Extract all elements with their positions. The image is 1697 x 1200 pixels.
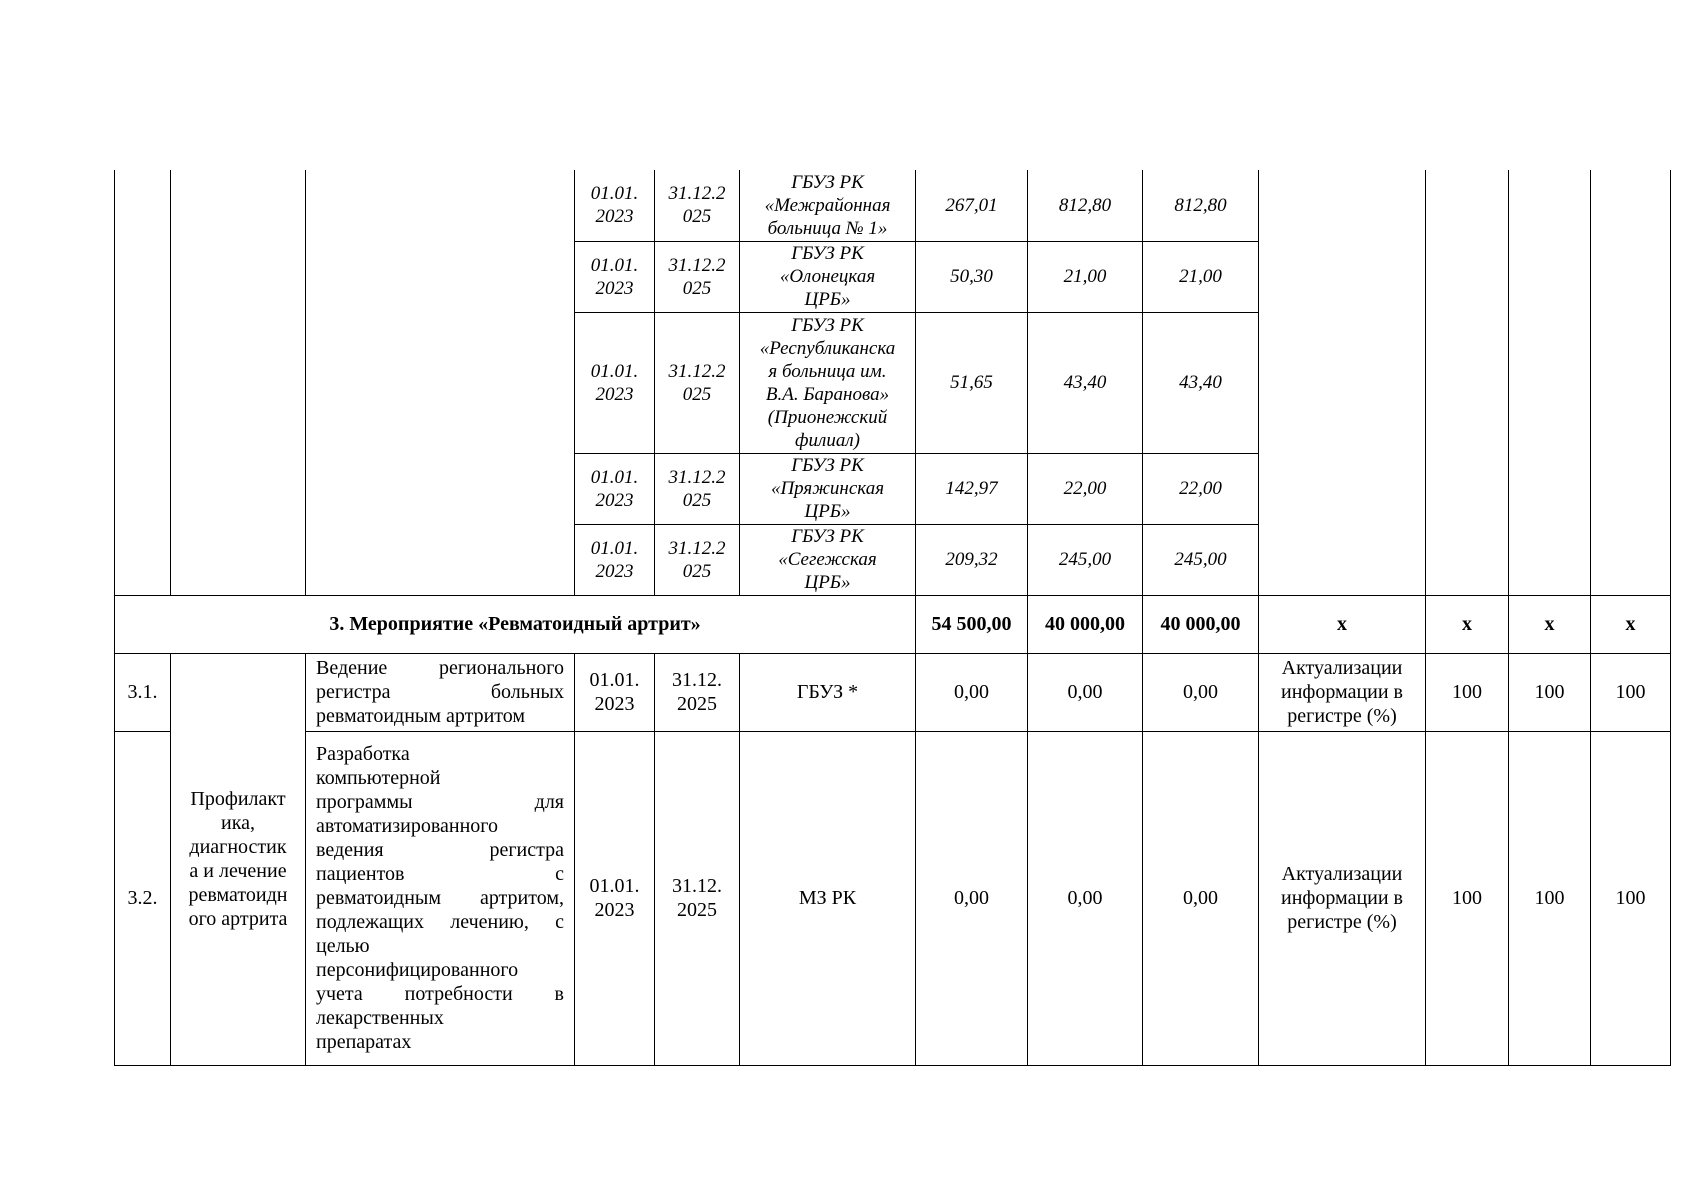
start-date: 01.01. 2023 <box>575 170 655 241</box>
organization: ГБУЗ РК «Сегежская ЦРБ» <box>740 524 916 595</box>
amount-2023: 209,32 <box>916 524 1028 595</box>
indicator: Актуализации информации в регистре (%) <box>1259 731 1426 1065</box>
start-date: 01.01. 2023 <box>575 312 655 453</box>
amount-2025: 245,00 <box>1143 524 1259 595</box>
amount-2025: 43,40 <box>1143 312 1259 453</box>
indicator-2023: 100 <box>1426 731 1509 1065</box>
end-date: 31.12. 2025 <box>655 653 740 731</box>
item-number: 3.1. <box>115 653 171 731</box>
program-table <box>114 170 1671 1066</box>
start-date: 01.01. 2023 <box>575 524 655 595</box>
organization: ГБУЗ РК «Межрайонная больница № 1» <box>740 170 916 241</box>
amount-2024: 812,80 <box>1028 170 1143 241</box>
section-amount-2025: 40 000,00 <box>1143 595 1259 653</box>
item-description: Ведение регионального регистра больных ревматоидным артритом <box>306 653 575 731</box>
amount-2025: 21,00 <box>1143 241 1259 312</box>
empty-cell <box>1259 170 1426 595</box>
amount-2024: 22,00 <box>1028 453 1143 524</box>
table-row <box>115 170 1671 241</box>
amount-2023: 50,30 <box>916 241 1028 312</box>
section-x-mark: x <box>1259 595 1426 653</box>
end-date: 31.12.2 025 <box>655 170 740 241</box>
end-date: 31.12.2 025 <box>655 453 740 524</box>
indicator-2025: 100 <box>1591 731 1671 1065</box>
end-date: 31.12.2 025 <box>655 241 740 312</box>
organization: ГБУЗ РК «Олонецкая ЦРБ» <box>740 241 916 312</box>
item-number: 3.2. <box>115 731 171 1065</box>
amount-2023: 51,65 <box>916 312 1028 453</box>
section-title: 3. Мероприятие «Ревматоидный артрит» <box>115 595 916 653</box>
amount-2025: 22,00 <box>1143 453 1259 524</box>
empty-cell <box>1426 170 1509 595</box>
indicator: Актуализации информации в регистре (%) <box>1259 653 1426 731</box>
end-date: 31.12.2 025 <box>655 312 740 453</box>
table-row <box>115 653 1671 731</box>
start-date: 01.01. 2023 <box>575 731 655 1065</box>
organization: МЗ РК <box>740 731 916 1065</box>
section-amount-2023: 54 500,00 <box>916 595 1028 653</box>
amount-2024: 245,00 <box>1028 524 1143 595</box>
start-date: 01.01. 2023 <box>575 653 655 731</box>
empty-cell <box>171 170 306 595</box>
indicator-2025: 100 <box>1591 653 1671 731</box>
start-date: 01.01. 2023 <box>575 241 655 312</box>
indicator-2023: 100 <box>1426 653 1509 731</box>
section-x-mark: x <box>1426 595 1509 653</box>
end-date: 31.12. 2025 <box>655 731 740 1065</box>
amount-2024: 43,40 <box>1028 312 1143 453</box>
amount-2025: 0,00 <box>1143 653 1259 731</box>
empty-cell <box>1591 170 1671 595</box>
start-date: 01.01. 2023 <box>575 453 655 524</box>
indicator-2024: 100 <box>1509 653 1591 731</box>
empty-cell <box>115 170 171 595</box>
amount-2024: 0,00 <box>1028 731 1143 1065</box>
empty-cell <box>1509 170 1591 595</box>
organization: ГБУЗ РК «Пряжинская ЦРБ» <box>740 453 916 524</box>
organization: ГБУЗ * <box>740 653 916 731</box>
section-x-mark: x <box>1509 595 1591 653</box>
amount-2024: 0,00 <box>1028 653 1143 731</box>
section-x-mark: x <box>1591 595 1671 653</box>
section-amount-2024: 40 000,00 <box>1028 595 1143 653</box>
amount-2023: 142,97 <box>916 453 1028 524</box>
section-header-row <box>115 595 1671 653</box>
organization: ГБУЗ РК «Республиканска я больница им. В.А. Баранова» (Прионежский филиал) <box>740 312 916 453</box>
amount-2023: 0,00 <box>916 731 1028 1065</box>
amount-2024: 21,00 <box>1028 241 1143 312</box>
indicator-2024: 100 <box>1509 731 1591 1065</box>
amount-2023: 0,00 <box>916 653 1028 731</box>
item-description: Разработка компьютерной программы для автоматизированного ведения регистра пациентов с ревматоидным артритом, подлежащих лечению, с целью персонифицированного учета потребности в лекарственных препаратах <box>306 731 575 1065</box>
activity-name: Профилакт ика, диагностик а и лечение ревматоидн ого артрита <box>171 653 306 1065</box>
amount-2025: 0,00 <box>1143 731 1259 1065</box>
amount-2023: 267,01 <box>916 170 1028 241</box>
table-row <box>115 731 1671 1065</box>
amount-2025: 812,80 <box>1143 170 1259 241</box>
end-date: 31.12.2 025 <box>655 524 740 595</box>
empty-cell <box>306 170 575 595</box>
